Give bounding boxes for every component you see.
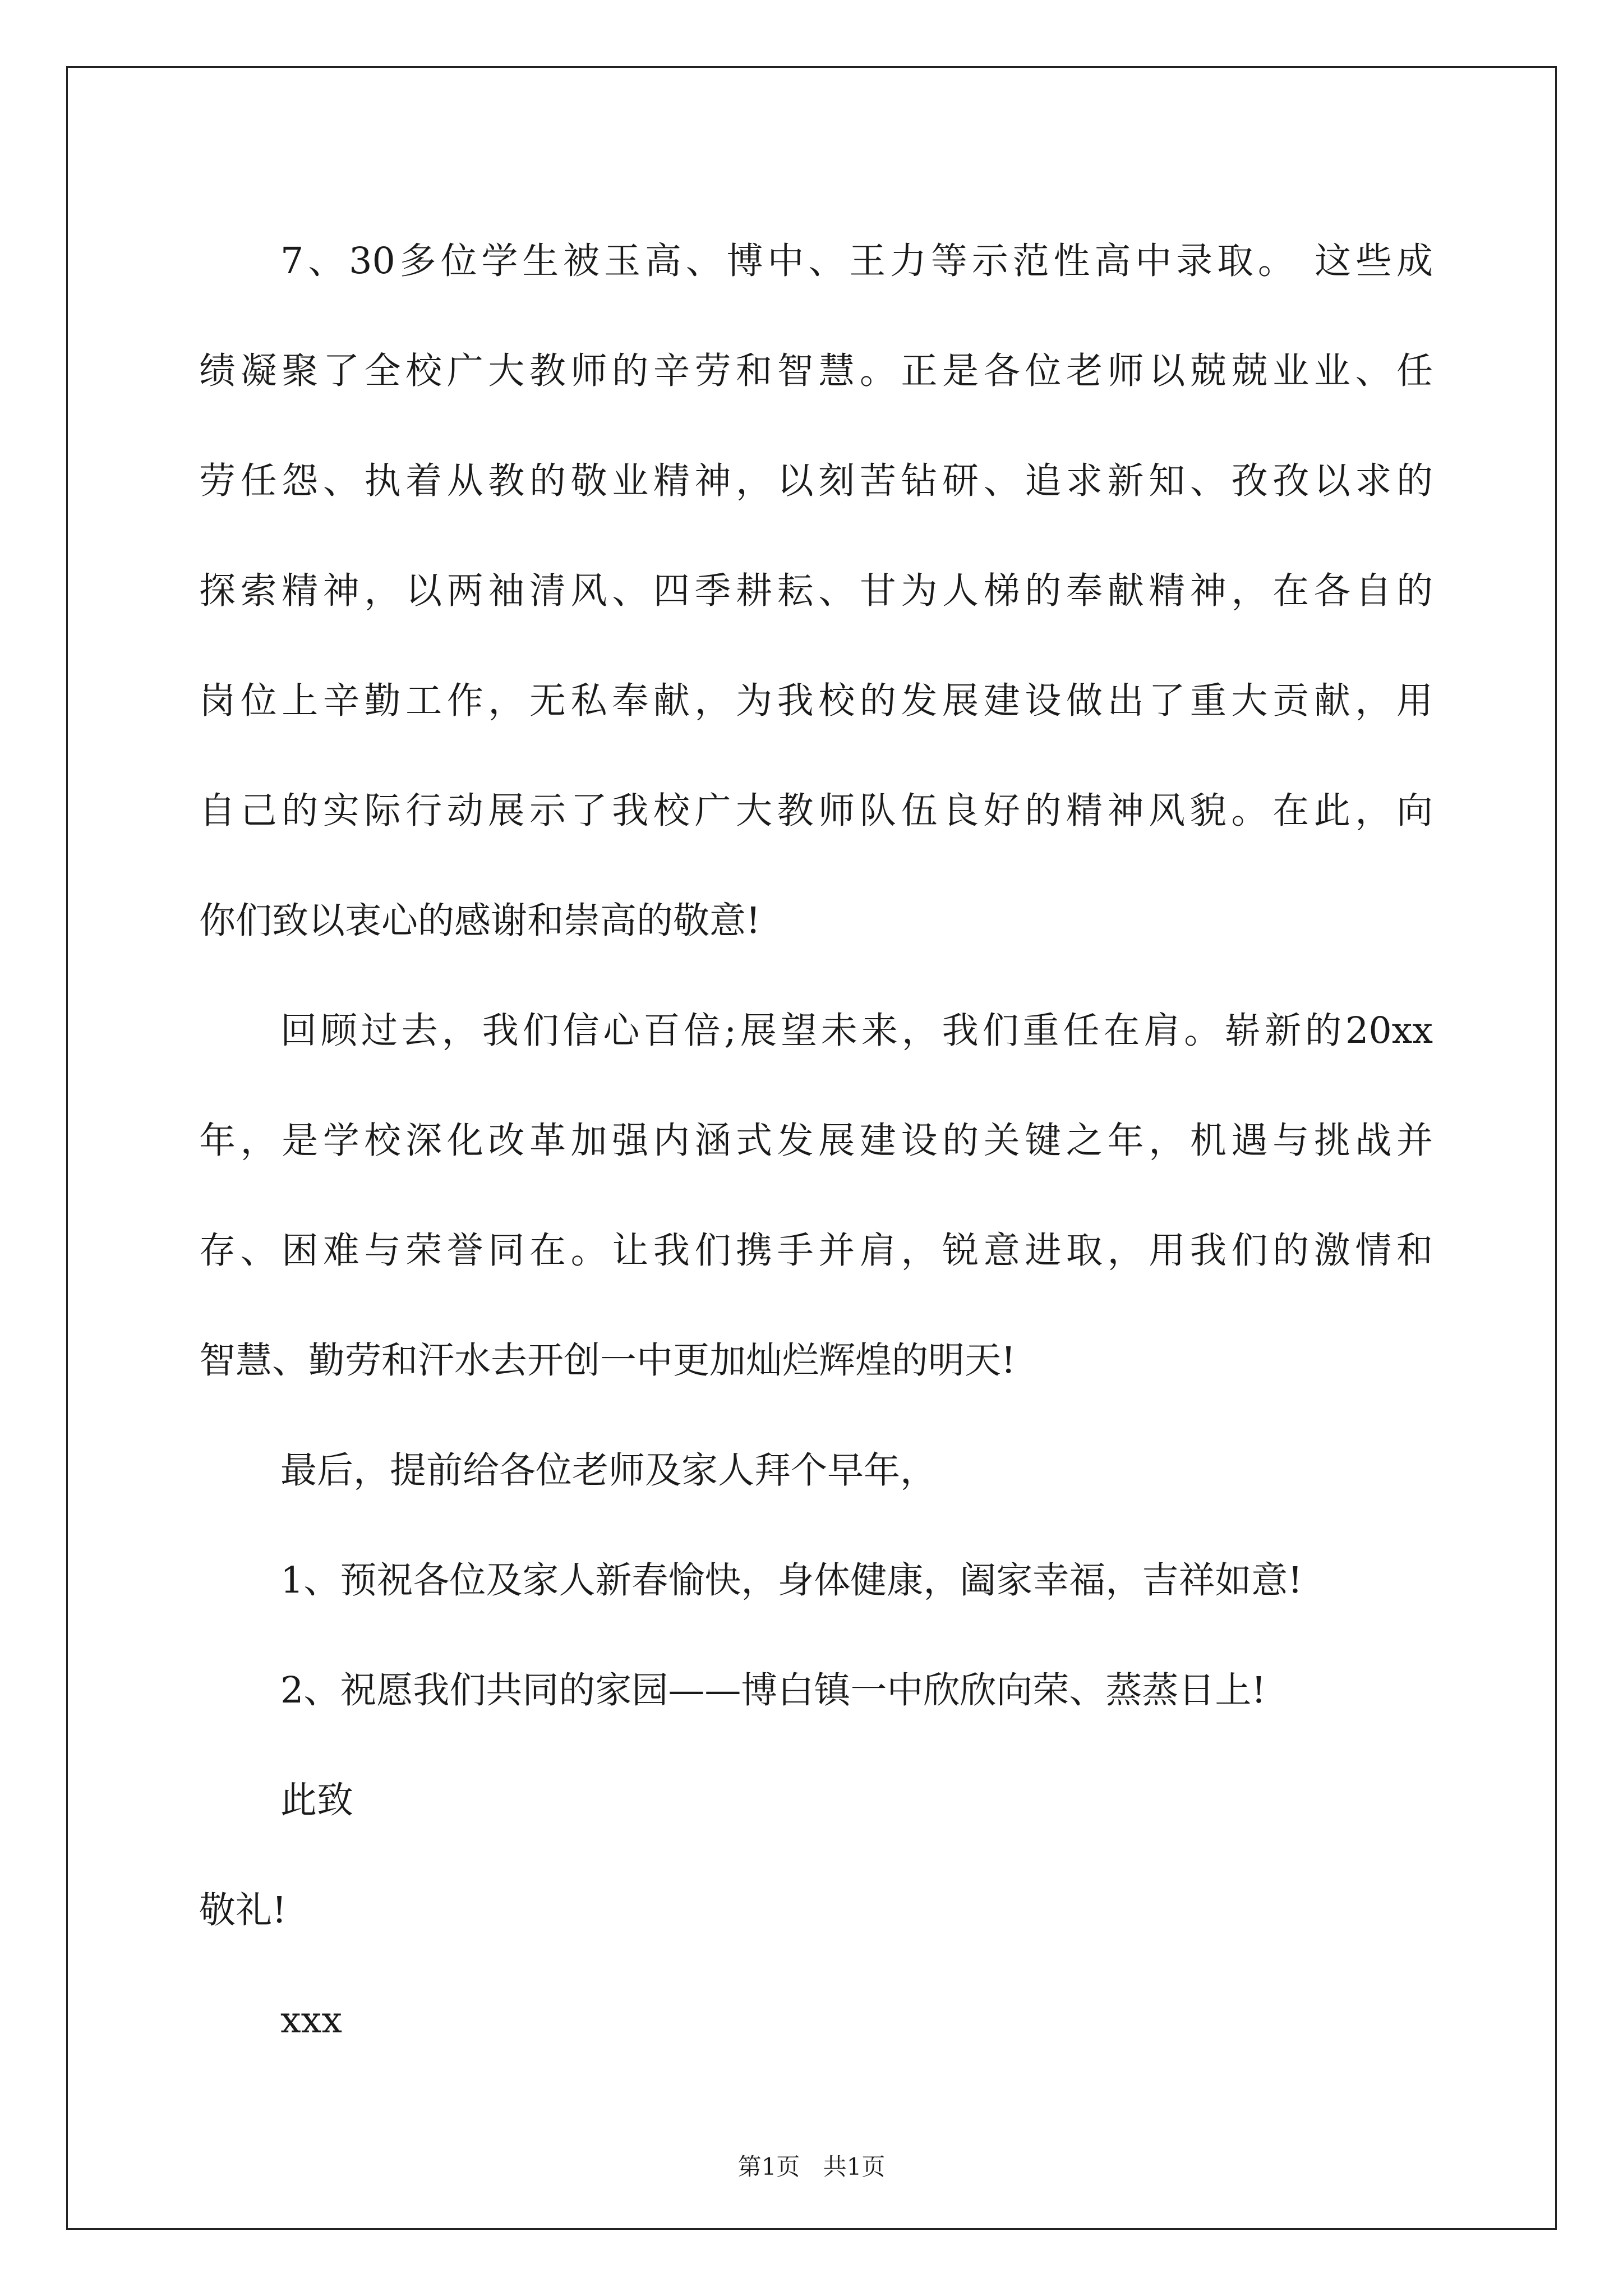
text-line: 1、预祝各位及家人新春愉快，身体健康，阖家幸福，吉祥如意! (280, 1559, 1303, 1602)
text-line: 自己的实际行动展示了我校广大教师队伍良好的精神风貌。在此，向 (199, 790, 1433, 832)
text-line: 绩凝聚了全校广大教师的辛劳和智慧。正是各位老师以兢兢业业、任 (199, 350, 1433, 392)
text-line: 岗位上辛勤工作，无私奉献，为我校的发展建设做出了重大贡献，用 (199, 680, 1433, 722)
text-line: 最后，提前给各位老师及家人拜个早年， (280, 1450, 937, 1492)
text-line: 你们致以衷心的感谢和崇高的敬意! (199, 900, 761, 942)
page-number: 第1页 (737, 2153, 800, 2180)
document-body (199, 206, 1433, 2076)
page-footer (0, 2148, 1623, 2182)
text-line: 智慧、勤劳和汗水去开创一中更加灿烂辉煌的明天! (199, 1340, 1016, 1382)
closing-line: 此致 (280, 1779, 354, 1821)
text-line: 回顾过去，我们信心百倍;展望未来，我们重任在肩。崭新的20xx (280, 1010, 1433, 1052)
salutation-line: 敬礼! (199, 1889, 287, 1931)
text-line: 2、祝愿我们共同的家园——博白镇一中欣欣向荣、蒸蒸日上! (280, 1669, 1266, 1711)
text-line: 7、30多位学生被玉高、博中、王力等示范性高中录取。 这些成 (280, 240, 1433, 282)
signature-line: xxx (280, 1999, 342, 2041)
text-line: 劳任怨、执着从教的敬业精神，以刻苦钻研、追求新知、孜孜以求的 (199, 460, 1433, 502)
text-line: 存、困难与荣誉同在。让我们携手并肩，锐意进取，用我们的激情和 (199, 1230, 1433, 1272)
page-total: 共1页 (823, 2153, 886, 2180)
text-line: 年，是学校深化改革加强内涵式发展建设的关键之年，机遇与挑战并 (199, 1120, 1433, 1162)
text-line: 探索精神，以两袖清风、四季耕耘、甘为人梯的奉献精神，在各自的 (199, 570, 1433, 612)
